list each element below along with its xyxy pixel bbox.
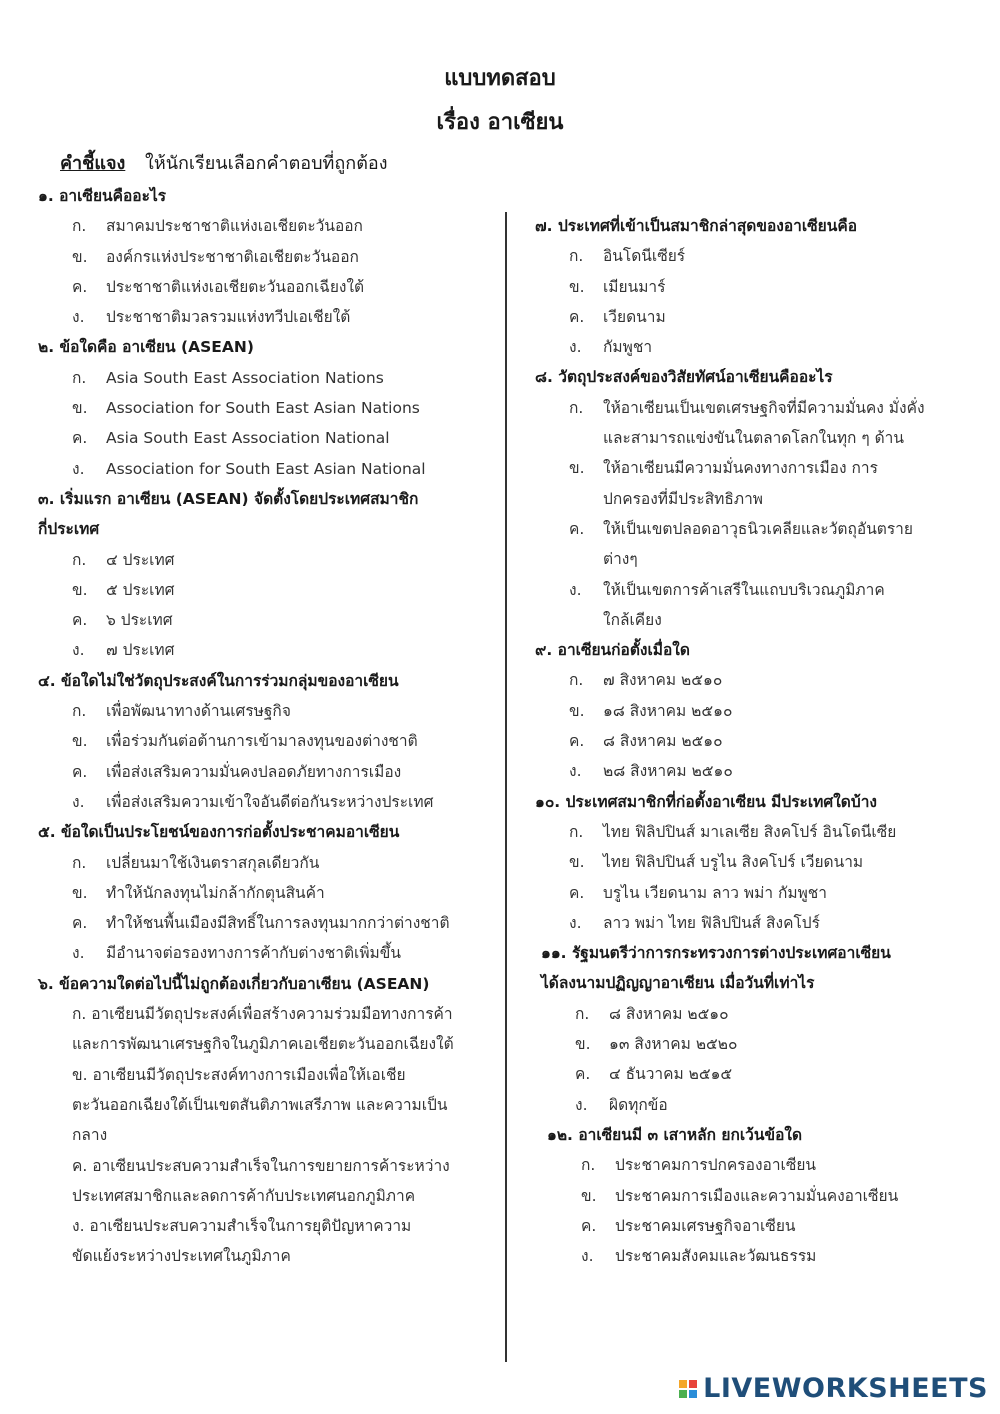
option-text: ประชาชาติมวลรวมแห่งทวีปเอเชียใต้ — [106, 308, 351, 327]
option-text: เวียดนาม — [603, 307, 666, 326]
option-paragraph-line: ขัดแย้งระหว่างประเทศในภูมิภาค — [72, 1247, 291, 1266]
answer-option — [535, 817, 955, 847]
question — [38, 181, 488, 332]
option-letter — [569, 544, 603, 574]
option-text: เพื่อส่งเสริมความมั่นคงปลอดภัยทางการเมือง — [106, 762, 402, 781]
option-text: Asia South East Association Nations — [106, 368, 384, 387]
option-paragraph-line: ตะวันออกเฉียงใต้เป็นเขตสันติภาพเสรีภาพ และความเป็น — [72, 1095, 448, 1114]
option-letter: ค. — [569, 307, 585, 326]
option-letter: ข. — [569, 277, 585, 296]
answer-option — [541, 1090, 955, 1120]
answer-option — [38, 302, 488, 332]
question-text: ๗. ประเทศที่เข้าเป็นสมาชิกล่าสุดของอาเซียนคือ — [535, 217, 858, 235]
answer-option — [535, 756, 955, 786]
option-letter: ค. — [72, 914, 88, 933]
option-text: สมาคมประชาชาติแห่งเอเชียตะวันออก — [106, 217, 363, 236]
question-text: ๓. เริ่มแรก อาเซียน (ASEAN) จัดตั้งโดยประเทศสมาชิก — [38, 489, 419, 508]
option-letter: ข. — [569, 701, 585, 720]
answer-option — [38, 908, 488, 938]
question — [38, 817, 488, 968]
question-text: ๑๐. ประเทศสมาชิกที่ก่อตั้งอาเซียน มีประเทศใดบ้าง — [535, 792, 877, 811]
question-text: ๑๑. รัฐมนตรีว่าการกระทรวงการต่างประเทศอาเซียน — [541, 944, 891, 963]
option-text: ๘ สิงหาคม ๒๕๑๐ — [603, 732, 723, 751]
question-text: ๖. ข้อความใดต่อไปนี้ไม่ถูกต้องเกี่ยวกับอาเซียน (ASEAN) — [38, 974, 430, 993]
question — [38, 484, 488, 666]
option-text: กัมพูชา — [603, 338, 653, 357]
option-text: ให้อาเซียนเป็นเขตเศรษฐกิจที่มีความมั่นคง มั่งคั่ง — [603, 398, 925, 417]
option-text: เพื่อร่วมกันต่อต้านการเข้ามาลงทุนของต่างชาติ — [106, 732, 418, 751]
answer-option — [541, 1029, 955, 1059]
option-letter: ค. — [581, 1216, 597, 1235]
option-letter: ก. — [72, 368, 87, 387]
answer-option — [38, 696, 488, 726]
option-text: ประชาคมสังคมและวัฒนธรรม — [615, 1247, 817, 1266]
option-letter: ง. — [72, 792, 85, 811]
option-text: ไทย ฟิลิปปินส์ มาเลเซีย สิงคโปร์ อินโดนีเซีย — [603, 822, 897, 841]
option-letter: ง. — [569, 338, 582, 357]
answer-option — [535, 908, 955, 938]
option-paragraph-line: ก. อาเซียนมีวัตถุประสงค์เพื่อสร้างความร่วมมือทางการค้า — [72, 1005, 453, 1024]
option-letter: ง. — [72, 308, 85, 327]
answer-option — [535, 302, 955, 332]
question — [535, 635, 955, 786]
option-letter: ค. — [575, 1065, 591, 1084]
option-text: ๗ สิงหาคม ๒๕๑๐ — [603, 671, 723, 690]
answer-option — [38, 848, 488, 878]
option-letter: ข. — [569, 853, 585, 872]
option-letter: ข. — [72, 399, 88, 418]
option-letter — [569, 484, 603, 514]
option-text: ๕ ประเทศ — [106, 580, 175, 599]
option-text: ให้อาเซียนมีความมั่นคงทางการเมือง การ — [603, 459, 878, 478]
option-text: ใกล้เคียง — [603, 610, 662, 629]
option-letter: ง. — [575, 1095, 588, 1114]
answer-option — [535, 393, 955, 423]
answer-option — [38, 938, 488, 968]
option-text: ผิดทุกข้อ — [609, 1095, 668, 1114]
option-letter: ก. — [569, 671, 584, 690]
page-subtitle: เรื่อง อาเซียน — [436, 110, 564, 135]
question-text: ๑. อาเซียนคืออะไร — [38, 187, 167, 205]
answer-option — [547, 1181, 955, 1211]
option-letter: ค. — [569, 732, 585, 751]
question-text: ได้ลงนามปฏิญญาอาเซียน เมื่อวันที่เท่าไร — [541, 974, 815, 993]
option-letter: ง. — [581, 1247, 594, 1266]
answer-option — [38, 272, 488, 302]
question — [38, 666, 488, 817]
option-letter: ก. — [72, 853, 87, 872]
option-text: ปกครองที่มีประสิทธิภาพ — [603, 489, 763, 508]
option-text: ให้เป็นเขตการค้าเสรีในแถบบริเวณภูมิภาค — [603, 580, 885, 599]
option-paragraph-line: และการพัฒนาเศรษฐกิจในภูมิภาคเอเชียตะวันออกเฉียงใต้ — [72, 1035, 454, 1054]
question-text: ๕. ข้อใดเป็นประโยชน์ของการก่อตั้งประชาคมอาเซียน — [38, 823, 400, 842]
option-letter: ง. — [72, 641, 85, 660]
answer-option — [535, 484, 955, 514]
question-text: ๒. ข้อใดคือ อาเซียน (ASEAN) — [38, 338, 254, 357]
logo-square — [679, 1390, 687, 1398]
option-paragraph-line: ง. อาเซียนประสบความสำเร็จในการยุติปัญหาความ — [72, 1217, 412, 1236]
option-letter: ข. — [72, 580, 88, 599]
option-letter: ก. — [575, 1004, 590, 1023]
left-column — [38, 181, 488, 1272]
option-text: Asia South East Association National — [106, 429, 390, 448]
answer-option — [535, 453, 955, 483]
question-text: ๙. อาเซียนก่อตั้งเมื่อใด — [535, 641, 690, 660]
option-text: Association for South East Asian Nations — [106, 399, 420, 418]
question-text: ๔. ข้อใดไม่ใช่วัตถุประสงค์ในการร่วมกลุ่มของอาเซียน — [38, 671, 399, 690]
option-text: ๘ สิงหาคม ๒๕๑๐ — [609, 1004, 729, 1023]
answer-option — [535, 878, 955, 908]
answer-option — [535, 544, 955, 574]
option-text: ๔ ประเทศ — [106, 550, 175, 569]
option-letter: ค. — [72, 762, 88, 781]
option-letter: ข. — [72, 247, 88, 266]
answer-option — [38, 454, 488, 484]
question — [535, 362, 955, 635]
option-letter: ก. — [72, 702, 87, 721]
answer-option — [38, 423, 488, 453]
option-text: และสามารถแข่งขันในตลาดโลกในทุก ๆ ด้าน — [603, 429, 904, 448]
question — [38, 969, 488, 1272]
option-text: เพื่อพัฒนาทางด้านเศรษฐกิจ — [106, 702, 291, 721]
option-letter: ข. — [575, 1035, 591, 1054]
answer-option — [547, 1150, 955, 1180]
logo-square — [689, 1380, 697, 1388]
option-letter: ข. — [569, 459, 585, 478]
page-title: แบบทดสอบ — [444, 66, 556, 91]
option-paragraph-line: กลาง — [72, 1126, 108, 1145]
liveworksheets-logo[interactable] — [679, 1373, 988, 1404]
option-letter: ข. — [72, 883, 88, 902]
option-text: ประชาคมเศรษฐกิจอาเซียน — [615, 1216, 796, 1235]
answer-option — [38, 575, 488, 605]
option-paragraph-line: ประเทศสมาชิกและลดการค้ากับประเทศนอกภูมิภาค — [72, 1186, 416, 1205]
answer-option — [38, 757, 488, 787]
option-letter: ข. — [72, 732, 88, 751]
option-text: ๑๘ สิงหาคม ๒๕๑๐ — [603, 701, 733, 720]
question — [535, 1120, 955, 1271]
option-letter: ก. — [72, 217, 87, 236]
option-letter: ค. — [72, 611, 88, 630]
option-letter: ก. — [72, 550, 87, 569]
logo-square — [679, 1380, 687, 1388]
option-text: เปลี่ยนมาใช้เงินตราสกุลเดียวกัน — [106, 853, 320, 872]
answer-option — [547, 1211, 955, 1241]
option-text: ประชาชาติแห่งเอเชียตะวันออกเฉียงใต้ — [106, 277, 365, 296]
question — [535, 938, 955, 1120]
option-text: ๔ ธันวาคม ๒๕๑๕ — [609, 1065, 733, 1084]
answer-option — [535, 272, 955, 302]
option-text: ไทย ฟิลิปปินส์ บรูไน สิงคโปร์ เวียดนาม — [603, 853, 864, 872]
option-letter: ง. — [569, 913, 582, 932]
option-letter: ข. — [581, 1186, 597, 1205]
option-paragraph-line: ข. อาเซียนมีวัตถุประสงค์ทางการเมืองเพื่อให้เอเชีย — [72, 1065, 406, 1084]
answer-option — [535, 514, 955, 544]
option-text: องค์กรแห่งประชาชาติเอเชียตะวันออก — [106, 247, 359, 266]
answer-option — [535, 605, 955, 635]
answer-option — [38, 605, 488, 635]
option-text: บรูไน เวียดนาม ลาว พม่า กัมพูชา — [603, 883, 828, 902]
option-paragraph-line: ค. อาเซียนประสบความสำเร็จในการขยายการค้าระหว่าง — [72, 1156, 450, 1175]
option-text: ให้เป็นเขตปลอดอาวุธนิวเคลียและวัตถุอันตราย — [603, 519, 913, 538]
option-letter: ง. — [569, 580, 582, 599]
option-letter: ค. — [569, 883, 585, 902]
option-text: ต่างๆ — [603, 550, 638, 569]
option-text: อินโดนีเซียร์ — [603, 247, 686, 266]
answer-option — [38, 242, 488, 272]
answer-option — [38, 545, 488, 575]
answer-option — [535, 726, 955, 756]
question — [535, 211, 955, 362]
option-letter: ก. — [581, 1156, 596, 1175]
option-text: Association for South East Asian National — [106, 459, 426, 478]
answer-option — [535, 665, 955, 695]
option-text: เพื่อส่งเสริมความเข้าใจอันดีต่อกันระหว่างประเทศ — [106, 792, 434, 811]
instructions — [60, 148, 388, 177]
logo-square — [689, 1390, 697, 1398]
option-text: เมียนมาร์ — [603, 277, 666, 296]
option-text: ๗ ประเทศ — [106, 641, 175, 660]
answer-option — [535, 332, 955, 362]
option-letter: ค. — [72, 429, 88, 448]
option-text: มีอำนาจต่อรองทางการค้ากับต่างชาติเพิ่มขึ้น — [106, 944, 401, 963]
brand-name: LIVEWORKSHEETS — [703, 1373, 988, 1404]
option-letter: ก. — [569, 398, 584, 417]
option-text: ๑๓ สิงหาคม ๒๕๒๐ — [609, 1035, 738, 1054]
answer-option — [535, 575, 955, 605]
question-text: กี่ประเทศ — [38, 520, 100, 539]
option-text: ประชาคมการปกครองอาเซียน — [615, 1156, 817, 1175]
right-column — [535, 211, 955, 1271]
answer-option — [38, 787, 488, 817]
answer-option — [38, 393, 488, 423]
question-text: ๘. วัตถุประสงค์ของวิสัยทัศน์อาเซียนคืออะไร — [535, 368, 833, 387]
answer-option — [38, 363, 488, 393]
option-letter: ค. — [72, 277, 88, 296]
question-text: ๑๒. อาเซียนมี ๓ เสาหลัก ยกเว้นข้อใด — [547, 1125, 803, 1144]
option-text: ทำให้นักลงทุนไม่กล้ากักตุนสินค้า — [106, 883, 325, 902]
option-letter: ก. — [569, 822, 584, 841]
instructions-text: ให้นักเรียนเลือกคำตอบที่ถูกต้อง — [145, 153, 388, 174]
option-letter — [569, 605, 603, 635]
answer-option — [541, 1059, 955, 1089]
option-letter: ก. — [569, 247, 584, 266]
option-letter: ค. — [569, 519, 585, 538]
option-letter: ง. — [72, 459, 85, 478]
option-text: ๖ ประเทศ — [106, 611, 173, 630]
column-divider — [505, 212, 507, 1362]
liveworksheets-logo-icon — [679, 1380, 697, 1398]
answer-option — [541, 999, 955, 1029]
answer-option — [38, 211, 488, 241]
option-text: ประชาคมการเมืองและความมั่นคงอาเซียน — [615, 1186, 899, 1205]
option-letter: ง. — [72, 944, 85, 963]
question — [38, 332, 488, 483]
option-text: ลาว พม่า ไทย ฟิลิปปินส์ สิงคโปร์ — [603, 913, 820, 932]
answer-option — [535, 241, 955, 271]
option-text: ๒๘ สิงหาคม ๒๕๑๐ — [603, 762, 733, 781]
answer-option — [535, 423, 955, 453]
answer-option — [38, 878, 488, 908]
answer-option — [547, 1241, 955, 1271]
answer-option — [38, 726, 488, 756]
option-letter: ง. — [569, 762, 582, 781]
question — [535, 787, 955, 938]
answer-option — [535, 847, 955, 877]
answer-option — [38, 635, 488, 665]
instructions-label: คำชี้แจง — [60, 153, 126, 174]
option-letter — [569, 423, 603, 453]
answer-option — [535, 696, 955, 726]
option-text: ทำให้ชนพื้นเมืองมีสิทธิ์ในการลงทุนมากกว่าต่างชาติ — [106, 914, 450, 933]
